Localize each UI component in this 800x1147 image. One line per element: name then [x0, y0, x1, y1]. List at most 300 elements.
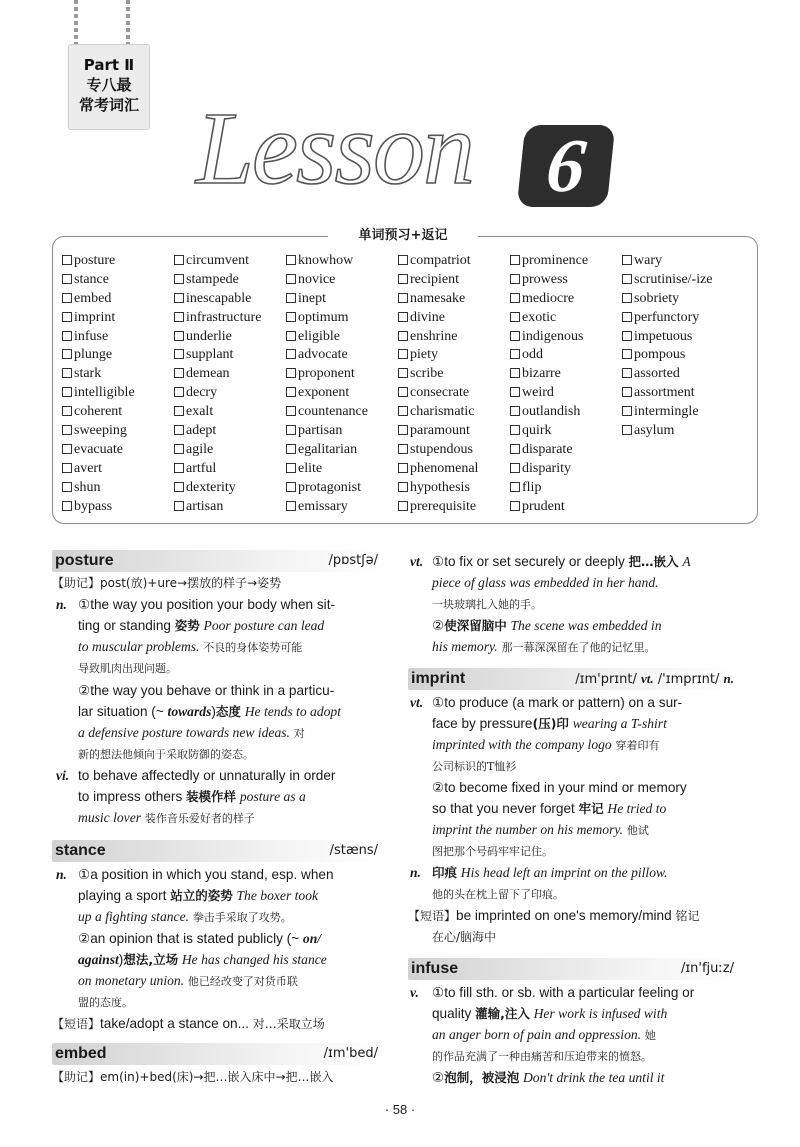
definition-line: [432, 883, 564, 905]
word-checklist-item[interactable]: [62, 365, 135, 384]
checkbox-icon[interactable]: [510, 387, 520, 397]
word-checklist-item[interactable]: [398, 441, 478, 460]
word-checklist-item[interactable]: [174, 403, 261, 422]
part-of-speech: vt.: [410, 695, 424, 710]
word-column: [62, 252, 135, 516]
example-translation: 拳击手采取了攻势。: [192, 911, 292, 924]
helper-line: [52, 1066, 334, 1088]
word-label: bizarre: [522, 366, 561, 382]
checkbox-icon[interactable]: [510, 444, 520, 454]
word-checklist-item[interactable]: [174, 271, 261, 290]
checkbox-icon[interactable]: [510, 255, 520, 265]
checkbox-icon[interactable]: [398, 501, 408, 511]
checkbox-icon[interactable]: [174, 331, 184, 341]
word-checklist-item[interactable]: [286, 403, 368, 422]
word-checklist-item[interactable]: [398, 252, 478, 271]
word-label: sobriety: [634, 290, 680, 306]
example-translation: 的作品充满了一种由痛苦和压迫带来的愤怒。: [432, 1050, 652, 1063]
word-checklist-item[interactable]: [286, 460, 368, 479]
checkbox-icon[interactable]: [510, 482, 520, 492]
definition-text: lar situation (~: [78, 704, 164, 719]
definition-line: [432, 798, 666, 819]
word-column: [174, 252, 261, 516]
part-of-speech: n.: [410, 865, 421, 880]
word-label: asylum: [634, 423, 675, 439]
chinese-gloss: 牢记: [578, 801, 604, 816]
word-checklist-item[interactable]: [622, 346, 713, 365]
example-translation: 盟的态度。: [78, 996, 133, 1009]
word-label: hypothesis: [410, 479, 470, 495]
chinese-gloss: 印痕: [432, 865, 458, 880]
word-checklist-item[interactable]: [62, 422, 135, 441]
word-checklist-item[interactable]: [622, 309, 713, 328]
checkbox-icon[interactable]: [174, 312, 184, 322]
word-checklist-item[interactable]: [174, 479, 261, 498]
checkbox-icon[interactable]: [174, 368, 184, 378]
word-label: stark: [74, 366, 102, 382]
word-checklist-item[interactable]: [62, 498, 135, 517]
helper-text: post(放)+ure→摆放的样子→姿势: [100, 576, 282, 590]
helper-label: 【助记】: [52, 1070, 101, 1084]
word-checklist-item[interactable]: [510, 365, 588, 384]
checkbox-icon[interactable]: [622, 406, 632, 416]
definition-line: [432, 840, 553, 862]
word-checklist-item[interactable]: [286, 422, 368, 441]
word-label: scribe: [410, 366, 444, 382]
word-label: decry: [186, 385, 218, 401]
word-label: novice: [298, 271, 336, 287]
word-checklist-item[interactable]: [510, 309, 588, 328]
checkbox-icon[interactable]: [174, 444, 184, 454]
word-checklist-item[interactable]: [622, 271, 713, 290]
word-checklist-item[interactable]: [510, 479, 588, 498]
word-label: consecrate: [410, 385, 470, 401]
definition-text: the way you behave or think in a particu-: [90, 683, 335, 698]
word-checklist-item[interactable]: [62, 290, 135, 309]
example-text: Her work is infused with: [533, 1006, 668, 1021]
checkbox-icon[interactable]: [510, 331, 520, 341]
checkbox-icon[interactable]: [622, 331, 632, 341]
checkbox-icon[interactable]: [62, 274, 72, 284]
checkbox-icon[interactable]: [398, 425, 408, 435]
checkbox-icon[interactable]: [286, 255, 296, 265]
definition-line: [78, 885, 318, 906]
word-checklist-item[interactable]: [286, 328, 368, 347]
word-checklist-item[interactable]: [398, 328, 478, 347]
example-text: He tends to adopt: [244, 704, 341, 719]
word-checklist-item[interactable]: [510, 290, 588, 309]
word-checklist-item[interactable]: [286, 498, 368, 517]
definition-line: [56, 594, 67, 615]
checkbox-icon[interactable]: [62, 368, 72, 378]
word-label: enshrine: [410, 328, 458, 344]
word-checklist-item[interactable]: [174, 290, 261, 309]
example-translation: 那一幕深深留在了他的记忆里。: [501, 641, 656, 654]
definition-line: [78, 657, 177, 679]
example-translation: 公司标识的T恤衫: [432, 760, 517, 773]
headword: infuse: [411, 960, 459, 977]
checkbox-icon[interactable]: [174, 274, 184, 284]
phrase-line: [52, 1013, 325, 1035]
checkbox-icon[interactable]: [286, 349, 296, 359]
word-label: stance: [74, 271, 109, 287]
checkbox-icon[interactable]: [398, 368, 408, 378]
word-checklist-item[interactable]: [286, 384, 368, 403]
chinese-gloss: (压)印: [532, 716, 569, 731]
word-checklist-item[interactable]: [286, 479, 368, 498]
checkbox-icon[interactable]: [622, 312, 632, 322]
checkbox-icon[interactable]: [398, 387, 408, 397]
example-text: Poor posture can lead: [203, 618, 325, 633]
hanging-chain-left: [74, 0, 78, 46]
definition-text: to fill sth. or sb. with a particular feeling or: [444, 985, 695, 1000]
checkbox-icon[interactable]: [510, 463, 520, 473]
example-translation: 装作音乐爱好者的样子: [144, 812, 255, 825]
definition-text: the way you position your body when sit-: [90, 597, 336, 612]
checkbox-icon[interactable]: [62, 482, 72, 492]
word-checklist-item[interactable]: [398, 422, 478, 441]
word-checklist-item[interactable]: [286, 365, 368, 384]
phonetic: /ɪm'bed/: [323, 1046, 378, 1061]
definition-line: [78, 906, 292, 928]
chinese-gloss: 灌输,注入: [475, 1006, 530, 1021]
checkbox-icon[interactable]: [174, 349, 184, 359]
word-checklist-item[interactable]: [398, 290, 478, 309]
word-label: bypass: [74, 498, 113, 514]
word-label: exalt: [186, 404, 214, 420]
word-checklist-item[interactable]: [622, 365, 713, 384]
phrase-label: 【短语】: [52, 1017, 101, 1031]
checkbox-icon[interactable]: [286, 406, 296, 416]
example-translation: 他的头在枕上留下了印痕。: [432, 888, 564, 901]
word-checklist-item[interactable]: [510, 422, 588, 441]
checkbox-icon[interactable]: [286, 387, 296, 397]
word-checklist-item[interactable]: [174, 460, 261, 479]
word-checklist-item[interactable]: [286, 290, 368, 309]
word-label: weird: [522, 385, 554, 401]
entry-header-infuse: [408, 958, 738, 980]
word-checklist-item[interactable]: [62, 384, 135, 403]
sense-number: ①: [78, 867, 91, 882]
phrase-line: [408, 905, 699, 927]
word-checklist-item[interactable]: [398, 271, 478, 290]
word-checklist-item[interactable]: [62, 479, 135, 498]
word-label: exponent: [298, 385, 350, 401]
word-label: intelligible: [74, 385, 135, 401]
definition-text: to produce (a mark or pattern) on a sur-: [444, 695, 683, 710]
word-label: supplant: [186, 347, 234, 363]
word-checklist-item[interactable]: [398, 384, 478, 403]
checkbox-icon[interactable]: [398, 406, 408, 416]
definition-line: [78, 807, 255, 829]
checkbox-icon[interactable]: [286, 425, 296, 435]
checkbox-icon[interactable]: [62, 425, 72, 435]
checkbox-icon[interactable]: [62, 331, 72, 341]
checkbox-icon[interactable]: [286, 274, 296, 284]
checkbox-icon[interactable]: [510, 349, 520, 359]
example-text: piece of glass was embedded in her hand.: [432, 575, 659, 590]
example-text: an anger born of pain and oppression.: [432, 1027, 642, 1042]
checkbox-icon[interactable]: [286, 331, 296, 341]
word-checklist-item[interactable]: [622, 403, 713, 422]
word-checklist-item[interactable]: [286, 309, 368, 328]
word-label: stampede: [186, 271, 239, 287]
checkbox-icon[interactable]: [286, 463, 296, 473]
word-checklist-item[interactable]: [622, 252, 713, 271]
checkbox-icon[interactable]: [510, 406, 520, 416]
checkbox-icon[interactable]: [510, 501, 520, 511]
checkbox-icon[interactable]: [510, 425, 520, 435]
chinese-gloss: 装模作样: [186, 789, 237, 804]
word-checklist-item[interactable]: [62, 328, 135, 347]
phrase-translation: 在心/脑海中: [432, 930, 497, 944]
example-text: imprint the number on his memory.: [432, 822, 624, 837]
word-checklist-item[interactable]: [510, 460, 588, 479]
example-translation: 图把那个号码牢牢记住。: [432, 845, 553, 858]
word-label: proponent: [298, 366, 355, 382]
definition-text: so that you never forget: [432, 801, 575, 816]
sense-number: ①: [432, 985, 445, 1000]
word-label: scrutinise/-ize: [634, 271, 713, 287]
word-label: assortment: [634, 385, 695, 401]
phonetic: /ɪn'fjuːz/: [680, 961, 734, 976]
word-checklist-item[interactable]: [622, 290, 713, 309]
word-checklist-item[interactable]: [62, 441, 135, 460]
checkbox-icon[interactable]: [286, 482, 296, 492]
word-label: odd: [522, 347, 543, 363]
checkbox-icon[interactable]: [286, 312, 296, 322]
part-of-speech: n.: [56, 597, 67, 612]
word-label: exotic: [522, 309, 557, 325]
page-number: · 58 ·: [384, 1102, 416, 1117]
definition-text: ting or standing: [78, 618, 171, 633]
word-checklist-item[interactable]: [622, 384, 713, 403]
checkbox-icon[interactable]: [62, 387, 72, 397]
sense-number: ②: [432, 618, 445, 633]
checkbox-icon[interactable]: [398, 482, 408, 492]
word-checklist-item[interactable]: [286, 252, 368, 271]
entry-header-imprint: [408, 668, 738, 690]
checkbox-icon[interactable]: [174, 425, 184, 435]
part-of-speech: vt.: [410, 554, 424, 569]
collocation: on/: [302, 931, 322, 946]
checkbox-icon[interactable]: [510, 368, 520, 378]
word-checklist-item[interactable]: [174, 328, 261, 347]
definition-line: [78, 722, 305, 744]
word-checklist-item[interactable]: [174, 309, 261, 328]
checkbox-icon[interactable]: [62, 406, 72, 416]
phrase-translation: 铭记: [675, 909, 700, 923]
definition-text: ): [118, 952, 124, 967]
checkbox-icon[interactable]: [510, 274, 520, 284]
definition-text: to become fixed in your mind or memory: [444, 780, 687, 795]
definition-line: [432, 615, 662, 636]
checkbox-icon[interactable]: [622, 425, 632, 435]
word-checklist-item[interactable]: [174, 422, 261, 441]
definition-text: face by pressure: [432, 716, 533, 731]
part-tag-line1: Part Ⅱ: [83, 56, 135, 74]
entry-header-stance: [52, 840, 382, 862]
example-text: He has changed his stance: [181, 952, 327, 967]
word-label: sweeping: [74, 423, 127, 439]
word-label: agile: [186, 441, 214, 457]
word-label: circumvent: [186, 253, 249, 268]
word-checklist-item[interactable]: [398, 460, 478, 479]
word-label: dexterity: [186, 479, 236, 495]
definition-line: [432, 593, 542, 615]
word-label: countenance: [298, 404, 368, 420]
word-checklist-item[interactable]: [510, 403, 588, 422]
checkbox-icon[interactable]: [174, 387, 184, 397]
word-label: shun: [74, 479, 101, 495]
definition-line: [432, 777, 687, 798]
definition-line: [410, 692, 423, 713]
word-checklist-item[interactable]: [510, 384, 588, 403]
checkbox-icon[interactable]: [62, 349, 72, 359]
checkbox-icon[interactable]: [62, 312, 72, 322]
checkbox-icon[interactable]: [174, 501, 184, 511]
checkbox-icon[interactable]: [510, 293, 520, 303]
definition-line: [410, 982, 419, 1003]
word-label: egalitarian: [298, 441, 358, 457]
checkbox-icon[interactable]: [174, 293, 184, 303]
checkbox-icon[interactable]: [398, 349, 408, 359]
example-translation: 不良的身体姿势可能: [203, 641, 303, 654]
definition-text: to behave affectedly or unnaturally in order: [78, 768, 336, 783]
checkbox-icon[interactable]: [622, 274, 632, 284]
word-checklist-item[interactable]: [286, 441, 368, 460]
checkbox-icon[interactable]: [622, 349, 632, 359]
checkbox-icon[interactable]: [398, 444, 408, 454]
phonetic: /stæns/: [329, 843, 378, 858]
checkbox-icon[interactable]: [286, 444, 296, 454]
sense-number: ①: [432, 554, 445, 569]
word-checklist-item[interactable]: [622, 422, 713, 441]
word-checklist-item[interactable]: [510, 328, 588, 347]
checkbox-icon[interactable]: [398, 255, 408, 265]
headword: stance: [55, 842, 106, 859]
example-text: to muscular problems.: [78, 639, 200, 654]
word-checklist-item[interactable]: [510, 271, 588, 290]
word-checklist-item[interactable]: [398, 479, 478, 498]
entry-header-posture: [52, 550, 382, 572]
checkbox-icon[interactable]: [398, 463, 408, 473]
word-label: advocate: [298, 347, 348, 363]
word-label: namesake: [410, 290, 466, 306]
sense-number: ②: [78, 683, 91, 698]
word-checklist-item[interactable]: [174, 346, 261, 365]
checkbox-icon[interactable]: [622, 293, 632, 303]
word-checklist-item[interactable]: [174, 365, 261, 384]
word-checklist-item[interactable]: [622, 328, 713, 347]
word-checklist-item[interactable]: [62, 271, 135, 290]
word-checklist-item[interactable]: [398, 346, 478, 365]
part-tag-line2: 专八最: [86, 76, 132, 94]
checkbox-icon[interactable]: [286, 293, 296, 303]
definition-text: to fix or set securely or deeply: [444, 554, 625, 569]
word-checklist-item[interactable]: [398, 365, 478, 384]
checkbox-icon[interactable]: [286, 501, 296, 511]
word-checklist-item[interactable]: [174, 498, 261, 517]
checkbox-icon[interactable]: [622, 255, 632, 265]
phrase-translation: 对…采取立场: [252, 1017, 325, 1031]
word-label: avert: [74, 460, 102, 476]
helper-label: 【助记】: [52, 576, 101, 590]
word-checklist-item[interactable]: [510, 252, 588, 271]
word-checklist-item[interactable]: [62, 346, 135, 365]
definition-line: [432, 982, 694, 1003]
checkbox-icon[interactable]: [510, 312, 520, 322]
checkbox-icon[interactable]: [398, 293, 408, 303]
checkbox-icon[interactable]: [398, 331, 408, 341]
checkbox-icon[interactable]: [286, 368, 296, 378]
checkbox-icon[interactable]: [174, 482, 184, 492]
collocation: against: [78, 952, 119, 967]
word-label: demean: [186, 366, 230, 382]
phrase-text: take/adopt a stance on...: [100, 1016, 249, 1031]
part-of-speech: n.: [56, 867, 67, 882]
checkbox-icon[interactable]: [622, 387, 632, 397]
word-checklist-item[interactable]: [398, 498, 478, 517]
checkbox-icon[interactable]: [62, 501, 72, 511]
definition-line: [432, 636, 655, 658]
word-label: optimum: [298, 309, 349, 325]
definition-text: ): [211, 704, 216, 719]
word-checklist-item[interactable]: [510, 498, 588, 517]
part-of-speech: vi.: [56, 768, 70, 783]
word-checklist-item[interactable]: [398, 309, 478, 328]
example-text: a defensive posture towards new ideas.: [78, 725, 290, 740]
checkbox-icon[interactable]: [62, 463, 72, 473]
checkbox-icon[interactable]: [174, 463, 184, 473]
word-checklist-item[interactable]: [286, 271, 368, 290]
word-checklist-item[interactable]: [510, 441, 588, 460]
example-text: on monetary union.: [78, 973, 185, 988]
word-checklist-item[interactable]: [62, 403, 135, 422]
checkbox-icon[interactable]: [62, 255, 72, 265]
part-tag-line3: 常考词汇: [78, 96, 139, 114]
definition-line: [78, 949, 327, 970]
word-checklist-item[interactable]: [62, 460, 135, 479]
definition-line: [432, 734, 660, 756]
headword: embed: [55, 1045, 107, 1062]
word-checklist-item[interactable]: [398, 403, 478, 422]
checkbox-icon[interactable]: [62, 293, 72, 303]
pos-tag: n.: [723, 671, 734, 686]
phonetic: [575, 668, 734, 691]
word-checklist-item[interactable]: [174, 441, 261, 460]
checkbox-icon[interactable]: [174, 255, 184, 265]
phrase-label: 【短语】: [408, 909, 457, 923]
definition-text: quality: [432, 1006, 472, 1021]
word-checklist-item[interactable]: [174, 252, 261, 271]
checkbox-icon[interactable]: [398, 274, 408, 284]
example-text: Don't drink the tea until it: [522, 1070, 665, 1085]
checkbox-icon[interactable]: [62, 444, 72, 454]
definition-line: [78, 636, 302, 658]
word-label: eligible: [298, 328, 340, 344]
word-checklist-item[interactable]: [510, 346, 588, 365]
checkbox-icon[interactable]: [174, 406, 184, 416]
checkbox-icon[interactable]: [622, 368, 632, 378]
checkbox-icon[interactable]: [398, 312, 408, 322]
word-checklist-item[interactable]: [174, 384, 261, 403]
word-checklist-item[interactable]: [62, 309, 135, 328]
word-checklist-item[interactable]: [62, 252, 135, 271]
chinese-gloss: 泡制，被浸泡: [444, 1070, 520, 1085]
word-checklist-item[interactable]: [286, 346, 368, 365]
definition-line: [78, 701, 341, 722]
